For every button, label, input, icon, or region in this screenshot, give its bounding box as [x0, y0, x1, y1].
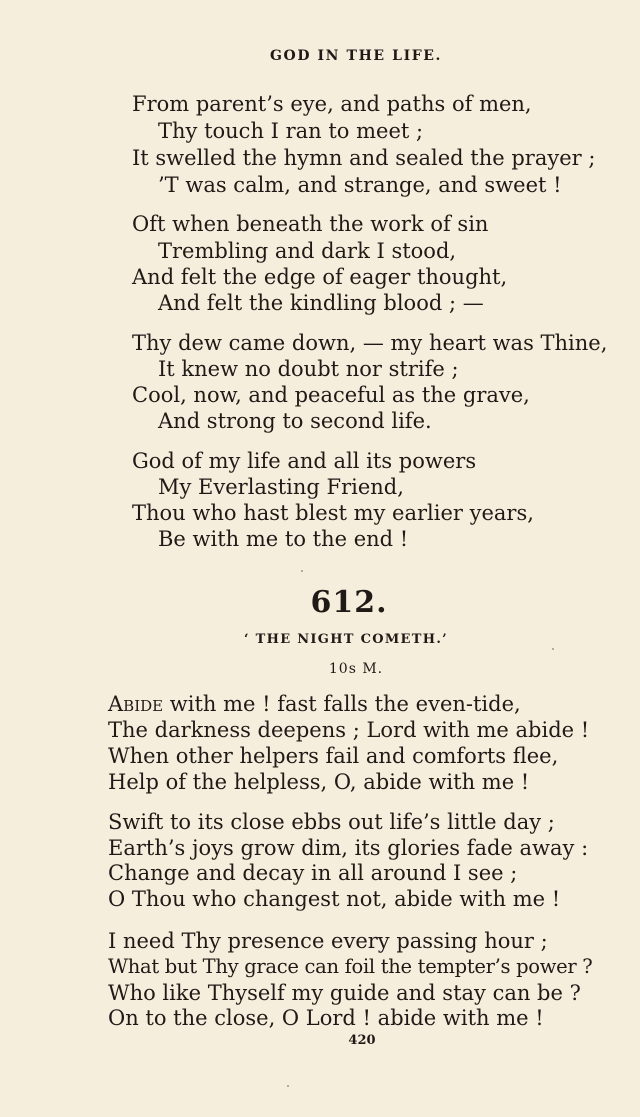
verse-line: My Everlasting Friend, [158, 475, 404, 499]
page-number: 420 [348, 1033, 376, 1048]
verse-line: Change and decay in all around I see ; [108, 861, 518, 885]
first-line-rest: with me ! fast falls the even-tide, [163, 692, 521, 716]
verse-line: O Thou who changest not, abide with me ! [108, 887, 561, 911]
verse-line: Cool, now, and peaceful as the grave, [132, 383, 530, 407]
verse-line: And felt the kindling blood ; — [158, 291, 484, 315]
verse-line: I need Thy presence every passing hour ; [108, 929, 548, 953]
verse-line: ’T was calm, and strange, and sweet ! [158, 173, 562, 197]
verse-line: Thou who hast blest my earlier years, [132, 501, 534, 525]
verse-line: God of my life and all its powers [132, 449, 477, 473]
verse-line: Thy touch I ran to meet ; [158, 119, 424, 143]
verse-line: On to the close, O Lord ! abide with me ! [108, 1006, 544, 1030]
verse-line: Oft when beneath the work of sin [132, 212, 489, 236]
verse-line-first [108, 691, 521, 717]
verse-line: Be with me to the end ! [158, 527, 409, 551]
verse-line: From parent’s eye, and paths of men, [132, 92, 532, 116]
running-header: GOD IN THE LIFE. [269, 48, 443, 64]
verse-line: When other helpers fail and comforts flee, [108, 744, 559, 768]
print-speck [301, 570, 303, 572]
drop-word: Abide [108, 692, 164, 716]
hymn-title: ‘ THE NIGHT COMETH.’ [244, 632, 448, 647]
verse-line: And strong to second life. [158, 409, 432, 433]
verse-line: It knew no doubt nor strife ; [158, 357, 459, 381]
verse-line: Help of the helpless, O, abide with me ! [108, 770, 530, 794]
verse-line: And felt the edge of eager thought, [132, 265, 508, 289]
verse-line: Swift to its close ebbs out life’s little day ; [108, 810, 555, 834]
hymn-number: 612. [310, 585, 388, 620]
verse-line: What but Thy grace can foil the tempter’s power ? [108, 955, 593, 978]
verse-line: Trembling and dark I stood, [158, 239, 457, 263]
verse-line: It swelled the hymn and sealed the prayer ; [132, 146, 596, 170]
verse-line: Who like Thyself my guide and stay can be ? [108, 981, 581, 1005]
print-speck [287, 1085, 289, 1087]
hymn-meter: 10s M. [328, 661, 384, 677]
verse-line: Thy dew came down, — my heart was Thine, [132, 331, 608, 355]
verse-line: Earth’s joys grow dim, its glories fade away : [108, 836, 589, 860]
print-speck [552, 648, 554, 650]
verse-line: The darkness deepens ; Lord with me abide ! [108, 718, 590, 742]
